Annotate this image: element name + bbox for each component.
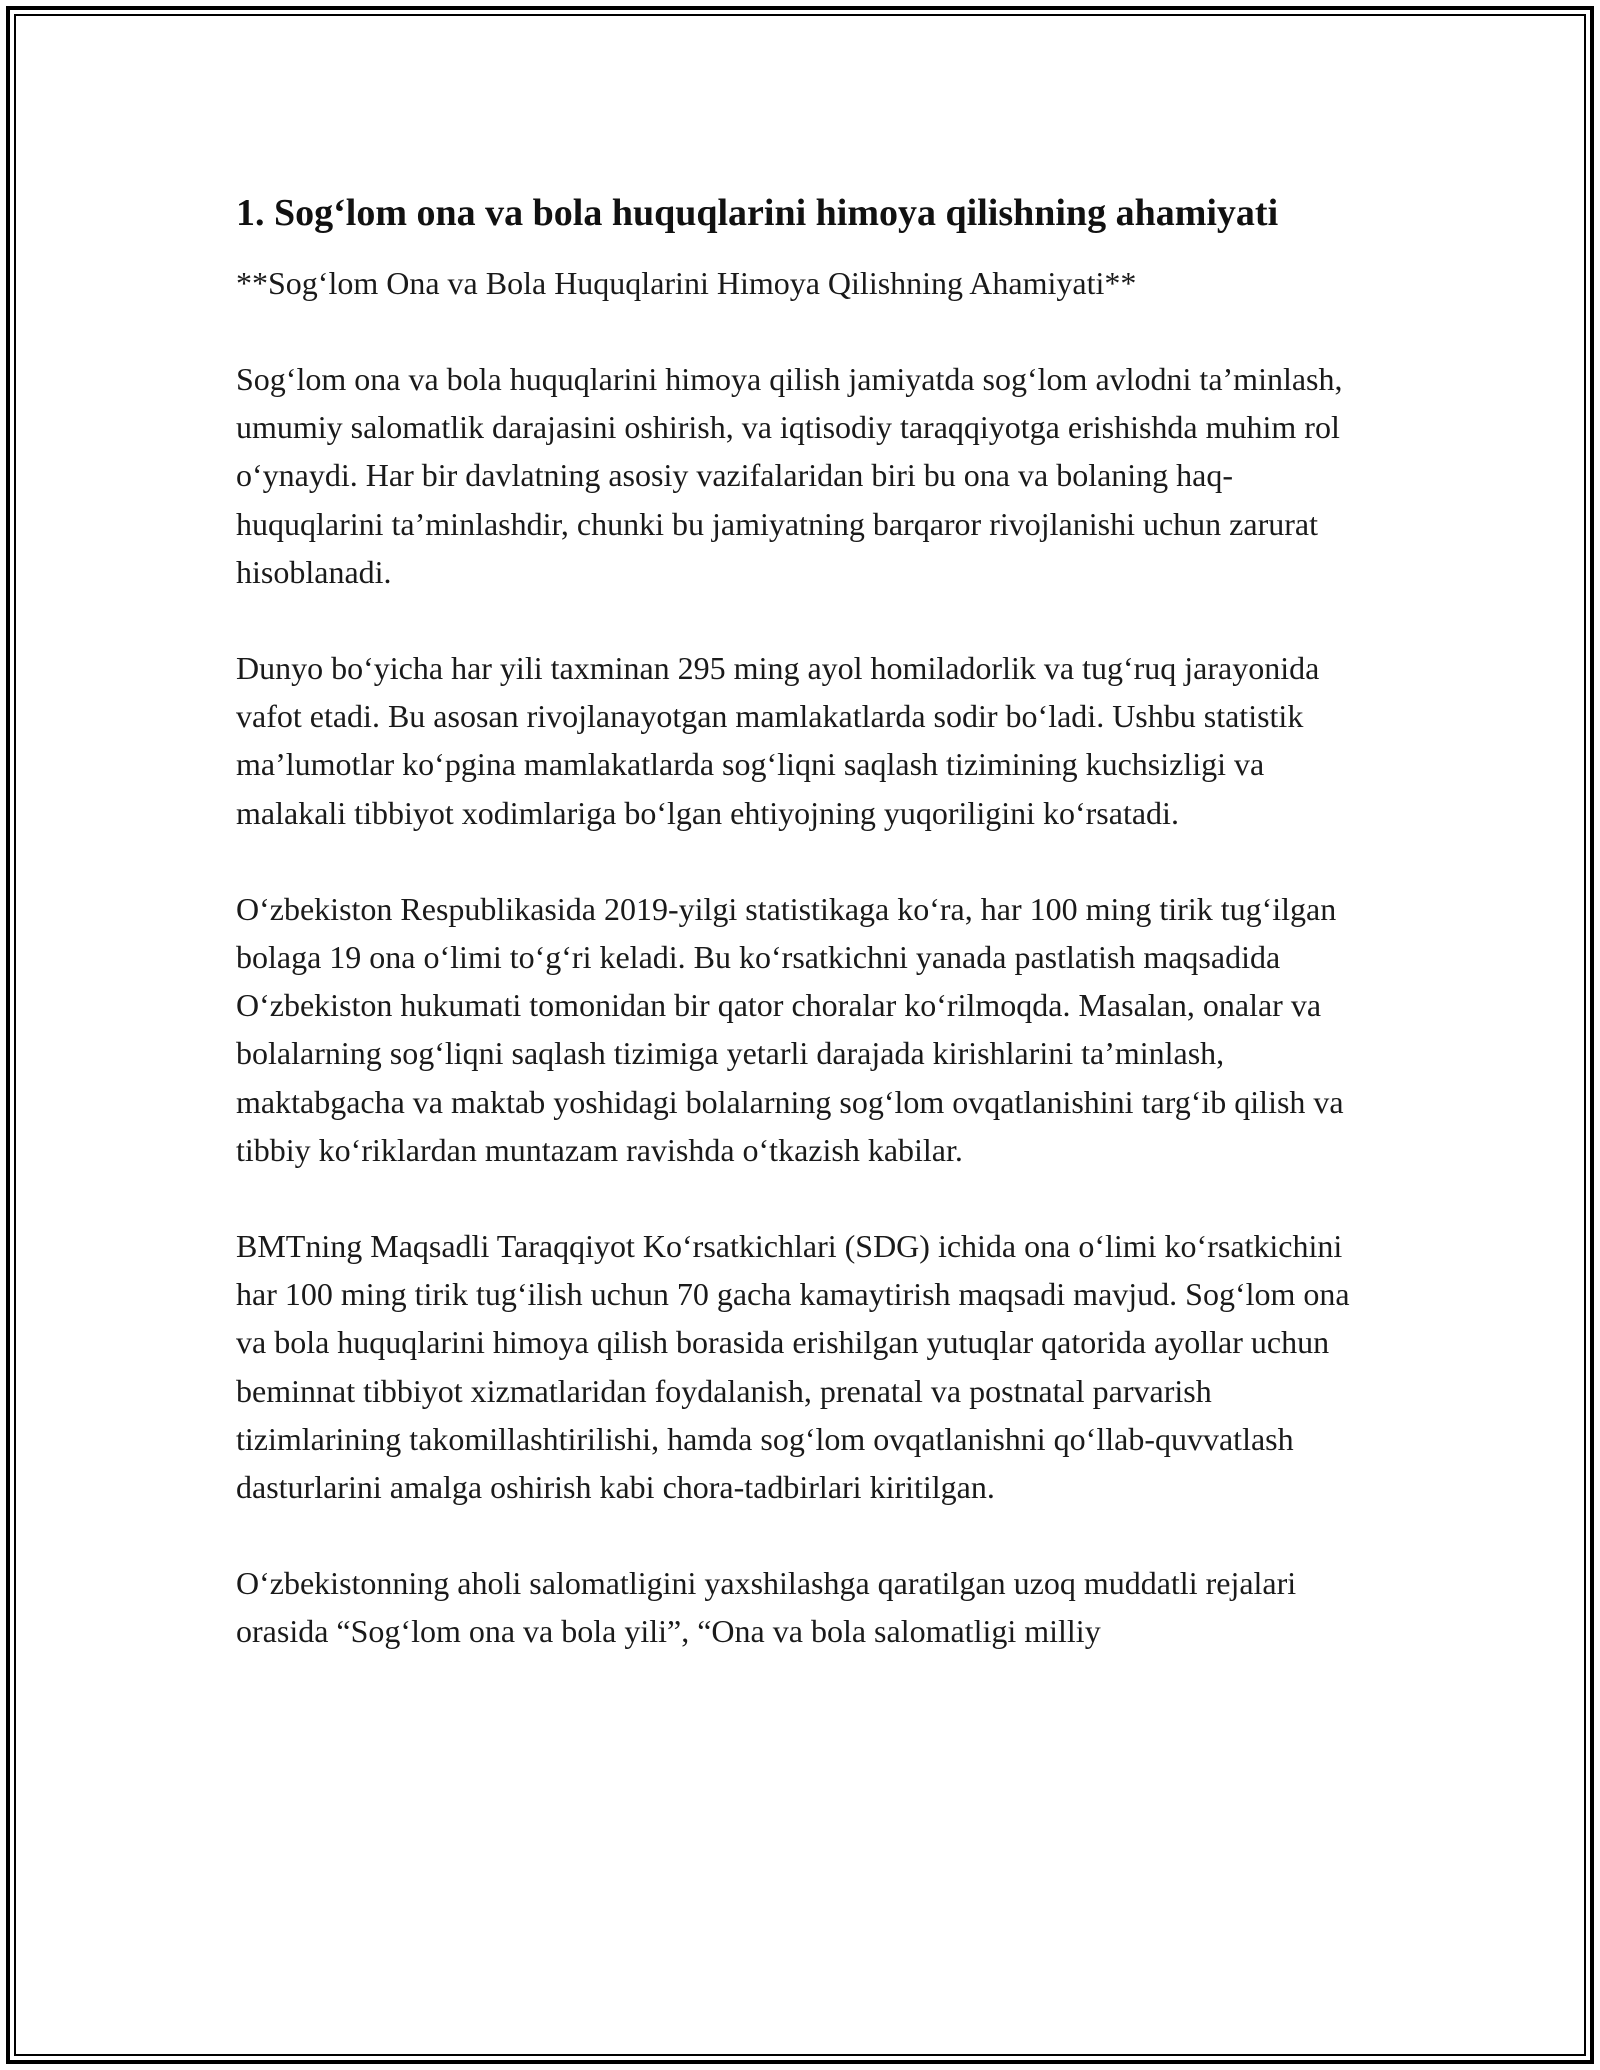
paragraph-5: O‘zbekistonning aholi salomatligini yaxshilashga qaratilgan uzoq muddatli rejalari orasida “Sog‘lom ona va bola yili”, “Ona va bola salomatligi milliy [236,1565,1297,1650]
paragraph-3: O‘zbekiston Respublikasida 2019-yilgi statistikaga ko‘ra, har 100 ming tirik tug‘ilgan bolaga 19 ona o‘limi to‘g‘ri keladi. Bu ko‘rsatkichni yanada pastlatish maqsadida O‘zbekiston hukumati tomonidan bir qator choralar ko‘rilmoqda. Masalan, onalar va bolalarning sog‘liqni saqlash tizimiga yetarli darajada kirishlarini ta’minlash, maktabgacha va maktab yoshidagi bolalarning sog‘lom ovqatlanishini targ‘ib qilish va tibbiy ko‘riklardan muntazam ravishda o‘tkazish kabilar. [236,890,1344,1168]
paragraph-2: Dunyo bo‘yicha har yili taxminan 295 ming ayol homiladorlik va tug‘ruq jarayonida vafot etadi. Bu asosan rivojlanayotgan mamlakatlarda sodir bo‘ladi. Ushbu statistik ma’lumotlar ko‘pgina mamlakatlarda sog‘liqni saqlash tizimining kuchsizligi va malakali tibbiyot xodimlariga bo‘lgan ehtiyojning yuqoriligini ko‘rsatadi. [236,650,1320,831]
document-body [236,185,1366,1656]
paragraph-1: Sog‘lom ona va bola huquqlarini himoya qilish jamiyatda sog‘lom avlodni ta’minlash, umumiy salomatlik darajasini oshirish, va iqtisodiy taraqqiyotga erishishda muhim rol o‘ynaydi. Har bir davlatning asosiy vazifalaridan biri bu ona va bolaning haq-huquqlarini ta’minlashdir, chunki bu jamiyatning barqaror rivojlanishi uchun zarurat hisoblanadi. [236,361,1343,590]
section-heading: 1. Sog‘lom ona va bola huquqlarini himoya qilishning ahamiyati [236,192,1279,234]
section-subtitle: **Sog‘lom Ona va Bola Huquqlarini Himoya Qilishning Ahamiyati** [236,265,1137,301]
paragraph-4: BMTning Maqsadli Taraqqiyot Ko‘rsatkichlari (SDG) ichida ona o‘limi ko‘rsatkichini har 100 ming tirik tug‘ilish uchun 70 gacha kamaytirish maqsadi mavjud. Sog‘lom ona va bola huquqlarini himoya qilish borasida erishilgan yutuqlar qatorida ayollar uchun beminnat tibbiyot xizmatlaridan foydalanish, prenatal va postnatal parvarish tizimlarining takomillashtirilishi, hamda sog‘lom ovqatlanishni qo‘llab-quvvatlash dasturlarini amalga oshirish kabi chora-tadbirlari kiritilgan. [236,1228,1350,1506]
